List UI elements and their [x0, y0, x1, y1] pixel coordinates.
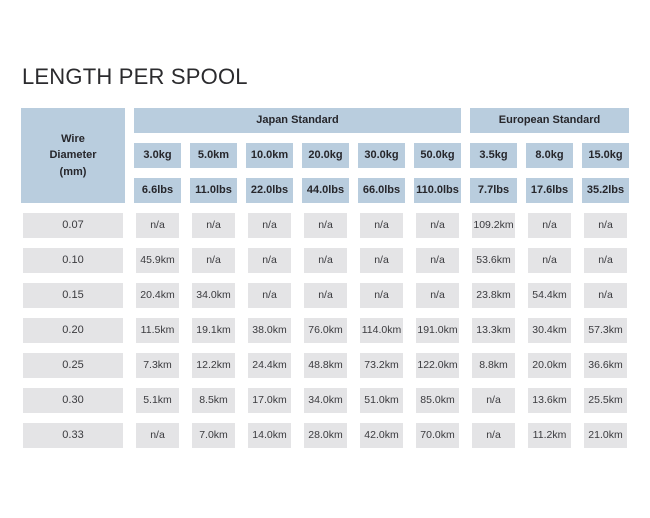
lbs-header-cell: 22.0lbs [246, 178, 293, 203]
kg-header-cell: 8.0kg [526, 143, 573, 168]
page-title: LENGTH PER SPOOL [22, 64, 248, 89]
lbs-header-cell: 17.6lbs [526, 178, 573, 203]
value-cell: n/a [304, 283, 347, 308]
value-cell: 20.4km [136, 283, 179, 308]
row-diameter-cell: 0.33 [23, 423, 123, 448]
value-cell: n/a [360, 283, 403, 308]
value-cell: 114.0km [360, 318, 403, 343]
value-cell: 109.2km [472, 213, 515, 238]
value-cell: n/a [304, 248, 347, 273]
value-cell: 34.0km [304, 388, 347, 413]
wire-diameter-header [21, 108, 125, 203]
value-cell: 11.5km [136, 318, 179, 343]
value-cell: 30.4km [528, 318, 571, 343]
lbs-header-cell: 66.0lbs [358, 178, 405, 203]
value-cell: 38.0km [248, 318, 291, 343]
lbs-header-cell: 7.7lbs [470, 178, 517, 203]
value-cell: 85.0km [416, 388, 459, 413]
value-cell: 122.0km [416, 353, 459, 378]
value-cell: 24.4km [248, 353, 291, 378]
value-cell: n/a [304, 213, 347, 238]
lbs-header-cell: 44.0lbs [302, 178, 349, 203]
value-cell: 5.1km [136, 388, 179, 413]
lbs-header-cell: 35.2lbs [582, 178, 629, 203]
value-cell: 20.0km [528, 353, 571, 378]
row-diameter-cell: 0.20 [23, 318, 123, 343]
kg-header-cell: 20.0kg [302, 143, 349, 168]
value-cell: n/a [416, 248, 459, 273]
value-cell: 70.0km [416, 423, 459, 448]
value-cell: n/a [192, 213, 235, 238]
value-cell: n/a [248, 283, 291, 308]
value-cell: 21.0km [584, 423, 627, 448]
lbs-header-cell: 110.0lbs [414, 178, 461, 203]
value-cell: n/a [248, 248, 291, 273]
value-cell: 36.6km [584, 353, 627, 378]
value-cell: 17.0km [248, 388, 291, 413]
value-cell: 54.4km [528, 283, 571, 308]
wire-diameter-line: Diameter [49, 149, 97, 162]
kg-header-cell: 3.5kg [470, 143, 517, 168]
value-cell: 8.5km [192, 388, 235, 413]
value-cell: 25.5km [584, 388, 627, 413]
value-cell: 12.2km [192, 353, 235, 378]
value-cell: n/a [136, 213, 179, 238]
european-standard-banner: European Standard [470, 108, 629, 133]
wire-diameter-line: (mm) [59, 165, 87, 178]
row-diameter-cell: 0.10 [23, 248, 123, 273]
value-cell: n/a [136, 423, 179, 448]
value-cell: n/a [472, 423, 515, 448]
kg-header-cell: 5.0km [190, 143, 237, 168]
value-cell: 14.0km [248, 423, 291, 448]
wire-diameter-line: Wire [61, 132, 85, 145]
value-cell: 19.1km [192, 318, 235, 343]
value-cell: n/a [416, 283, 459, 308]
value-cell: n/a [416, 213, 459, 238]
value-cell: n/a [528, 213, 571, 238]
value-cell: 7.0km [192, 423, 235, 448]
value-cell: 7.3km [136, 353, 179, 378]
value-cell: 57.3km [584, 318, 627, 343]
value-cell: 28.0km [304, 423, 347, 448]
value-cell: 11.2km [528, 423, 571, 448]
lbs-header-cell: 6.6lbs [134, 178, 181, 203]
value-cell: n/a [360, 213, 403, 238]
row-diameter-cell: 0.07 [23, 213, 123, 238]
value-cell: 73.2km [360, 353, 403, 378]
value-cell: n/a [472, 388, 515, 413]
value-cell: 51.0km [360, 388, 403, 413]
value-cell: n/a [248, 213, 291, 238]
value-cell: 13.3km [472, 318, 515, 343]
value-cell: n/a [360, 248, 403, 273]
value-cell: 42.0km [360, 423, 403, 448]
value-cell: 76.0km [304, 318, 347, 343]
value-cell: 48.8km [304, 353, 347, 378]
spool-table [21, 108, 629, 448]
kg-header-cell: 30.0kg [358, 143, 405, 168]
value-cell: n/a [528, 248, 571, 273]
kg-header-cell: 10.0km [246, 143, 293, 168]
row-diameter-cell: 0.15 [23, 283, 123, 308]
kg-header-cell: 50.0kg [414, 143, 461, 168]
row-diameter-cell: 0.30 [23, 388, 123, 413]
value-cell: n/a [584, 248, 627, 273]
value-cell: 53.6km [472, 248, 515, 273]
value-cell: n/a [584, 213, 627, 238]
kg-header-cell: 15.0kg [582, 143, 629, 168]
lbs-header-cell: 11.0lbs [190, 178, 237, 203]
value-cell: 45.9km [136, 248, 179, 273]
value-cell: 23.8km [472, 283, 515, 308]
kg-header-cell: 3.0kg [134, 143, 181, 168]
value-cell: 191.0km [416, 318, 459, 343]
value-cell: 34.0km [192, 283, 235, 308]
value-cell: n/a [192, 248, 235, 273]
row-diameter-cell: 0.25 [23, 353, 123, 378]
japan-standard-banner: Japan Standard [134, 108, 461, 133]
value-cell: 8.8km [472, 353, 515, 378]
value-cell: 13.6km [528, 388, 571, 413]
value-cell: n/a [584, 283, 627, 308]
